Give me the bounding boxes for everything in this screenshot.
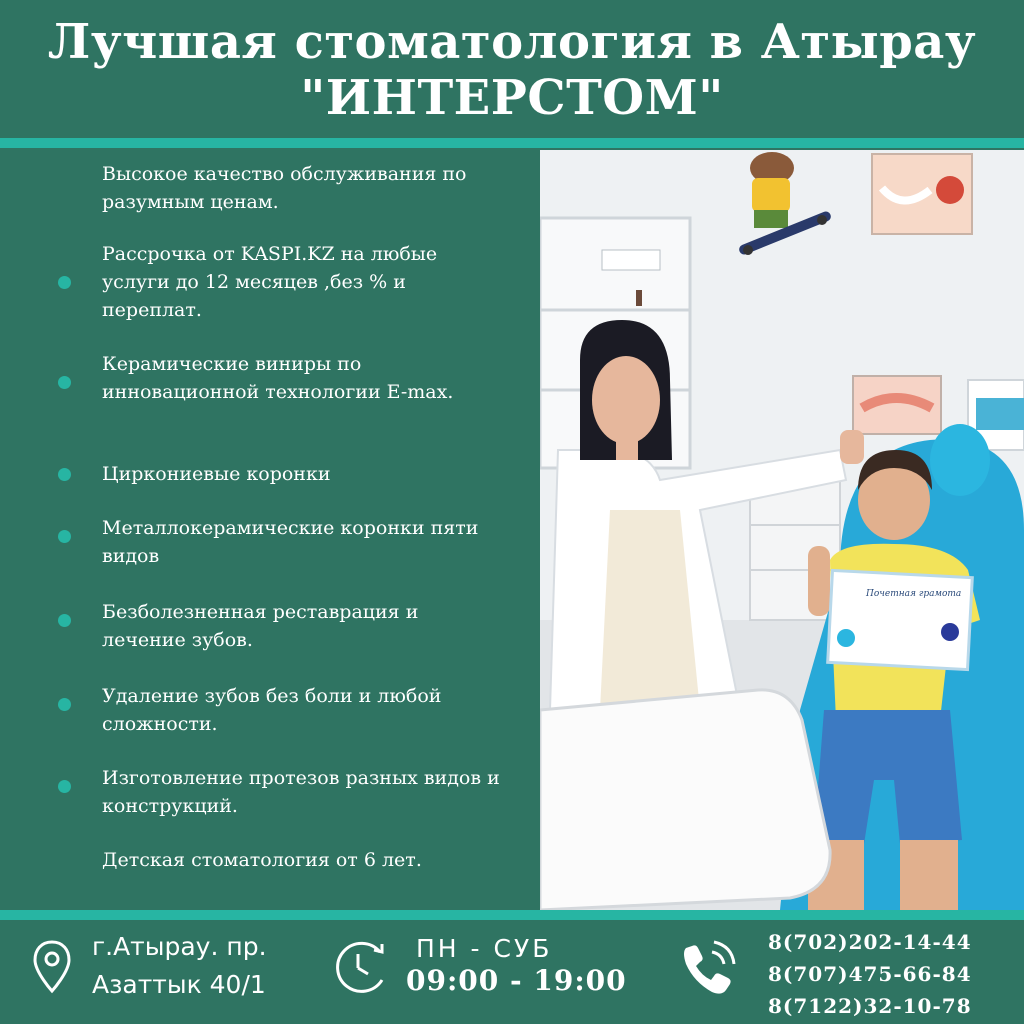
service-item: Безболезненная реставрация и лечение зубов. bbox=[102, 601, 419, 651]
location-pin-icon bbox=[32, 940, 72, 994]
bullet-icon bbox=[58, 530, 71, 543]
top-divider bbox=[0, 138, 1024, 148]
address-line-1: г.Атырау. пр. bbox=[92, 932, 267, 961]
clinic-photo bbox=[540, 150, 1024, 910]
bullet-icon bbox=[58, 468, 71, 481]
phone-number-3[interactable]: 8(7122)32-10-78 bbox=[768, 994, 972, 1018]
phone-ringing-icon bbox=[678, 938, 740, 998]
service-item: Изготовление протезов разных видов и конструкций. bbox=[102, 767, 500, 817]
service-item: Удаление зубов без боли и любой сложности. bbox=[102, 685, 442, 735]
phone-number-2[interactable]: 8(707)475-66-84 bbox=[768, 962, 972, 986]
service-item: Циркониевые коронки bbox=[102, 463, 331, 485]
clinic-name: "ИНТЕРСТОМ" bbox=[300, 70, 724, 126]
certificate-title: Почетная грамота bbox=[866, 589, 962, 599]
bullet-icon bbox=[58, 376, 71, 389]
header bbox=[0, 0, 1024, 138]
page-title: Лучшая стоматология в Атырау bbox=[47, 14, 977, 70]
clock-icon bbox=[330, 940, 392, 996]
service-item: Рассрочка от KASPI.KZ на любые услуги до 12 месяцев ,без % и переплат. bbox=[102, 243, 438, 321]
services-list bbox=[0, 150, 540, 910]
dentist-with-child-illustration bbox=[540, 150, 1024, 910]
service-item: Детская стоматология от 6 лет. bbox=[102, 849, 422, 871]
service-item: Металлокерамические коронки пяти видов bbox=[102, 517, 479, 567]
address-line-2: Азаттык 40/1 bbox=[92, 970, 266, 999]
working-hours: 09:00 - 19:00 bbox=[406, 964, 627, 997]
service-item: Высокое качество обслуживания по разумным ценам. bbox=[102, 163, 467, 213]
bottom-divider bbox=[0, 910, 1024, 920]
contact-footer bbox=[0, 920, 1024, 1024]
working-days: ПН - СУБ bbox=[416, 934, 553, 963]
bullet-icon bbox=[58, 698, 71, 711]
bullet-icon bbox=[58, 276, 71, 289]
bullet-icon bbox=[58, 614, 71, 627]
service-item: Керамические виниры по инновационной технологии E-max. bbox=[102, 353, 454, 403]
bullet-icon bbox=[58, 780, 71, 793]
phone-number-1[interactable]: 8(702)202-14-44 bbox=[768, 930, 972, 954]
